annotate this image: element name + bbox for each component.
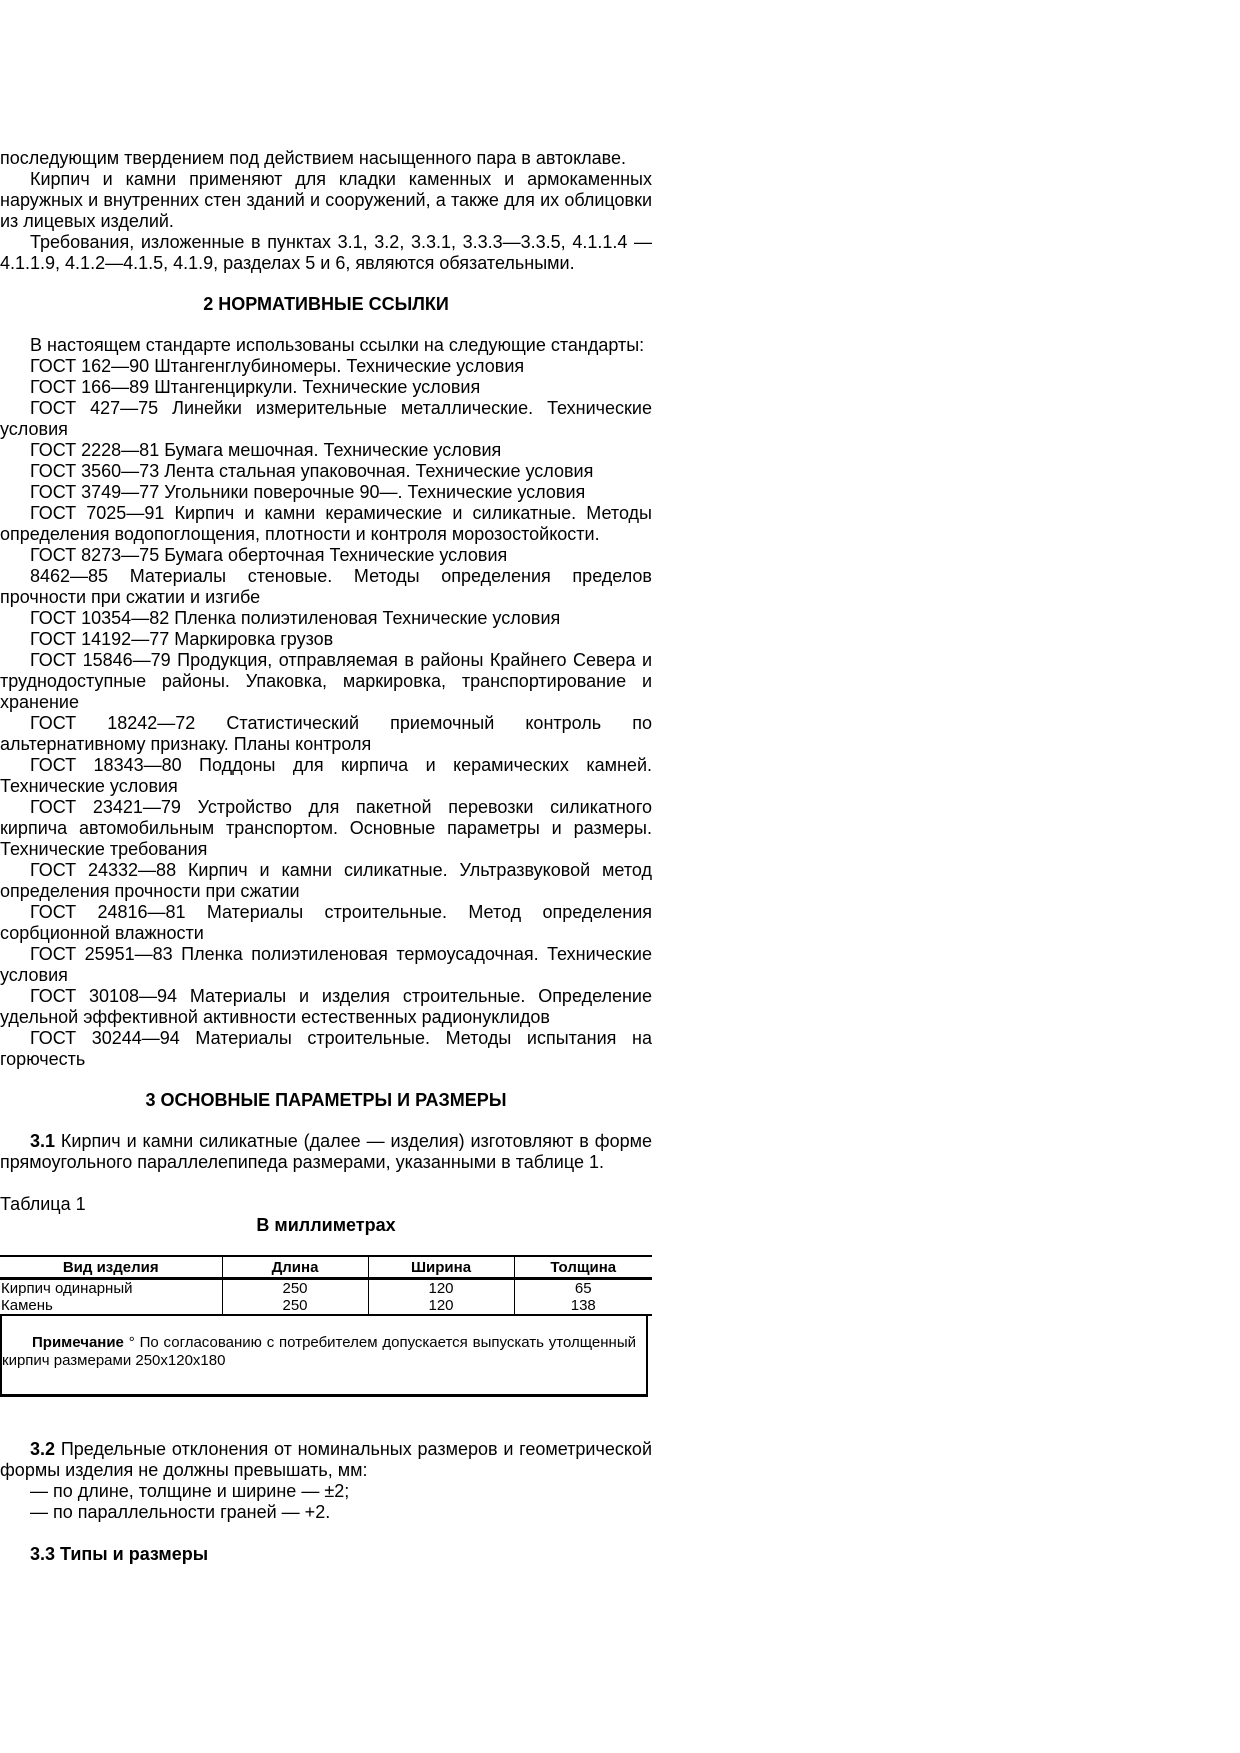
dimensions-table: [0, 1255, 652, 1316]
clause-3-1-number: 3.1: [30, 1131, 56, 1151]
cell-width: 120: [368, 1297, 514, 1315]
note-text: ° По согласованию с потребителем допускается выпускать утолщенный кирпич размерами 250x120x180: [2, 1334, 636, 1369]
intro-paragraph-2: Кирпич и камни применяют для кладки каменных и армокаменных наружных и внутренних стен зданий и сооружений, а также для их облицовки из лицевых изделий.: [0, 169, 652, 231]
reference-item: ГОСТ 25951—83 Пленка полиэтиленовая термоусадочная. Технические условия: [0, 944, 652, 985]
reference-item: ГОСТ 15846—79 Продукция, отправляемая в районы Крайнего Севера и труднодоступные районы. Упаковка, маркировка, транспортирование и хранение: [0, 650, 652, 712]
reference-item: ГОСТ 24332—88 Кирпич и камни силикатные. Ультразвуковой метод определения прочности при сжатии: [0, 860, 652, 901]
reference-item: ГОСТ 24816—81 Материалы строительные. Метод определения сорбционной влажности: [0, 902, 652, 943]
reference-item: ГОСТ 18343—80 Поддоны для кирпича и керамических камней. Технические условия: [0, 755, 652, 796]
table-header-row: [0, 1256, 652, 1279]
cell-product: Камень: [0, 1297, 222, 1315]
reference-item: ГОСТ 3749—77 Угольники поверочные 90—. Технические условия: [30, 482, 586, 502]
tolerance-item: — по длине, толщине и ширине — ±2;: [30, 1481, 350, 1501]
tolerance-item: — по параллельности граней — +2.: [30, 1502, 331, 1522]
header-width: Ширина: [368, 1256, 514, 1279]
cell-thickness: 65: [514, 1279, 652, 1298]
cell-length: 250: [222, 1297, 368, 1315]
header-length: Длина: [222, 1256, 368, 1279]
reference-item: ГОСТ 3560—73 Лента стальная упаковочная. Технические условия: [30, 461, 594, 481]
reference-item: ГОСТ 23421—79 Устройство для пакетной перевозки силикатного кирпича автомобильным транспортом. Основные параметры и размеры. Технические требования: [0, 797, 652, 859]
cell-width: 120: [368, 1279, 514, 1298]
subsection-3-3-heading: 3.3 Типы и размеры: [30, 1544, 209, 1564]
reference-item: ГОСТ 18242—72 Статистический приемочный контроль по альтернативному признаку. Планы контроля: [0, 713, 652, 754]
reference-item: ГОСТ 10354—82 Пленка полиэтиленовая Технические условия: [30, 608, 561, 628]
reference-item: 8462—85 Материалы стеновые. Методы определения пределов прочности при сжатии и изгибе: [0, 566, 652, 607]
reference-item: ГОСТ 7025—91 Кирпич и камни керамические и силикатные. Методы определения водопоглощения, плотности и контроля морозостойкости.: [0, 503, 652, 544]
intro-paragraph-1: последующим твердением под действием насыщенного пара в автоклаве.: [0, 148, 627, 168]
cell-thickness: 138: [514, 1297, 652, 1315]
header-thickness: Толщина: [514, 1256, 652, 1279]
reference-item: ГОСТ 166—89 Штангенциркули. Технические условия: [30, 377, 481, 397]
section-2-heading: 2 НОРМАТИВНЫЕ ССЫЛКИ: [203, 294, 449, 314]
table-row: [0, 1279, 652, 1298]
table-1: [0, 1255, 652, 1397]
reference-item: ГОСТ 14192—77 Маркировка грузов: [30, 629, 334, 649]
cell-product: Кирпич одинарный: [1, 1280, 133, 1297]
table-units: В миллиметрах: [256, 1215, 396, 1235]
clause-3-1-text: Кирпич и камни силикатные (далее — изделия) изготовляют в форме прямоугольного параллелепипеда размерами, указанными в таблице 1.: [0, 1131, 652, 1172]
clause-3-2-text: Предельные отклонения от номинальных размеров и геометрической формы изделия не должны превышать, мм:: [0, 1439, 652, 1480]
clause-3-2: [0, 1439, 652, 1481]
reference-item: ГОСТ 8273—75 Бумага оберточная Технические условия: [30, 545, 508, 565]
reference-item: ГОСТ 30244—94 Материалы строительные. Методы испытания на горючесть: [0, 1028, 652, 1069]
table-caption: Таблица 1: [0, 1194, 86, 1214]
table-row: [0, 1297, 652, 1315]
reference-item: ГОСТ 2228—81 Бумага мешочная. Технические условия: [30, 440, 502, 460]
reference-item: ГОСТ 427—75 Линейки измерительные металлические. Технические условия: [0, 398, 652, 439]
reference-item: ГОСТ 162—90 Штангенглубиномеры. Технические условия: [30, 356, 525, 376]
clause-3-2-number: 3.2: [30, 1439, 56, 1459]
section-2-lead: В настоящем стандарте использованы ссылки на следующие стандарты:: [30, 335, 645, 355]
clause-3-1: [0, 1131, 652, 1173]
reference-item: ГОСТ 30108—94 Материалы и изделия строительные. Определение удельной эффективной активности естественных радионуклидов: [0, 986, 652, 1027]
references-list: [0, 356, 652, 1070]
section-3-heading: 3 ОСНОВНЫЕ ПАРАМЕТРЫ И РАЗМЕРЫ: [145, 1090, 507, 1110]
note-label: Примечание: [32, 1334, 124, 1351]
header-product-type: Вид изделия: [0, 1256, 222, 1279]
intro-paragraph-3: Требования, изложенные в пунктах 3.1, 3.2, 3.3.1, 3.3.3—3.3.5, 4.1.1.4 —4.1.1.9, 4.1.2—4.1.5, 4.1.9, разделах 5 и 6, являются обязательными.: [0, 232, 652, 273]
cell-length: 250: [222, 1279, 368, 1298]
document-page: [0, 148, 652, 1565]
table-note: [0, 1316, 648, 1397]
